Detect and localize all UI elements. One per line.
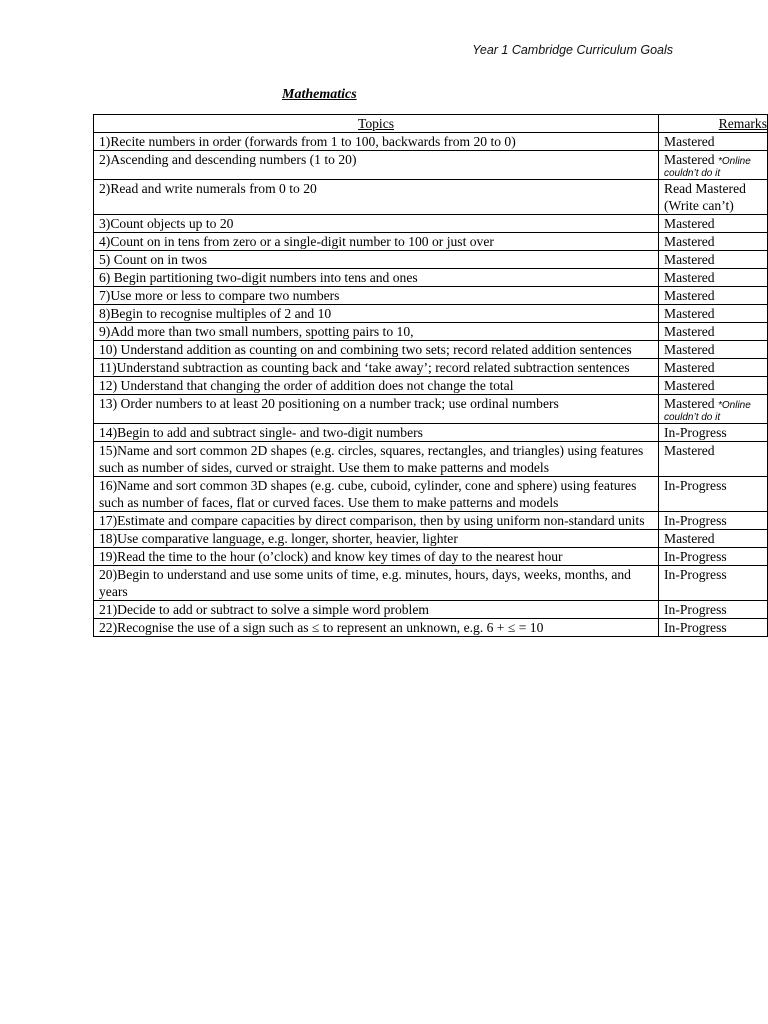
remark-status: Mastered (664, 234, 715, 249)
column-header-topics: Topics (94, 115, 659, 133)
remark-cell (659, 395, 768, 424)
remark-status: Mastered (664, 216, 715, 231)
remark-status: Mastered (664, 378, 715, 393)
remark-note: *Online (718, 156, 751, 167)
topic-cell: 3)Count objects up to 20 (94, 215, 659, 233)
remark-cell (659, 215, 768, 233)
remark-cell (659, 477, 768, 512)
topic-cell: 9)Add more than two small numbers, spotting pairs to 10, (94, 323, 659, 341)
topic-cell: 2)Ascending and descending numbers (1 to 20) (94, 151, 659, 180)
remark-status-continued: (Write can’t) (664, 198, 734, 213)
topic-cell: 1)Recite numbers in order (forwards from 1 to 100, backwards from 20 to 0) (94, 133, 659, 151)
remark-cell (659, 359, 768, 377)
remark-cell (659, 305, 768, 323)
remark-cell (659, 601, 768, 619)
remark-cell (659, 151, 768, 180)
remark-cell (659, 251, 768, 269)
topic-cell: 8)Begin to recognise multiples of 2 and 10 (94, 305, 659, 323)
remark-cell (659, 512, 768, 530)
table-row (94, 377, 768, 395)
table-row (94, 619, 768, 637)
table-row (94, 287, 768, 305)
table-row (94, 359, 768, 377)
remark-status: In-Progress (664, 602, 727, 617)
table-row (94, 424, 768, 442)
remark-status: Mastered (664, 270, 715, 285)
remark-cell (659, 323, 768, 341)
table-body (94, 133, 768, 637)
topic-cell: 16)Name and sort common 3D shapes (e.g. cube, cuboid, cylinder, cone and sphere) using features such as number of faces, flat or curved faces. Use them to make patterns and models (94, 477, 659, 512)
remark-status: Read Mastered (664, 181, 746, 196)
remark-status: In-Progress (664, 620, 727, 635)
remark-cell (659, 341, 768, 359)
remark-note-continued: couldn’t do it (664, 412, 721, 423)
remark-status: In-Progress (664, 425, 727, 440)
remark-status: Mastered (664, 324, 715, 339)
topic-cell: 11)Understand subtraction as counting back and ‘take away’; record related subtraction sentences (94, 359, 659, 377)
table-header-row (94, 115, 768, 133)
remark-cell (659, 233, 768, 251)
topic-cell: 15)Name and sort common 2D shapes (e.g. circles, squares, rectangles, and triangles) using features such as number of sides, curved or straight. Use them to make patterns and models (94, 442, 659, 477)
topic-cell: 14)Begin to add and subtract single- and two-digit numbers (94, 424, 659, 442)
table-row (94, 341, 768, 359)
remark-cell (659, 269, 768, 287)
topic-cell: 19)Read the time to the hour (o’clock) and know key times of day to the nearest hour (94, 548, 659, 566)
table-row (94, 269, 768, 287)
topic-cell: 4)Count on in tens from zero or a single-digit number to 100 or just over (94, 233, 659, 251)
table-row (94, 305, 768, 323)
table-row (94, 395, 768, 424)
remark-cell (659, 287, 768, 305)
remark-status: Mastered (664, 360, 715, 375)
topic-cell: 18)Use comparative language, e.g. longer, shorter, heavier, lighter (94, 530, 659, 548)
subject-title: Mathematics (282, 87, 357, 102)
topic-cell: 22)Recognise the use of a sign such as ≤ to represent an unknown, e.g. 6 + ≤ = 10 (94, 619, 659, 637)
remark-cell (659, 133, 768, 151)
remark-cell (659, 377, 768, 395)
table-row (94, 512, 768, 530)
remark-status: In-Progress (664, 478, 727, 493)
remark-status: Mastered (664, 396, 715, 411)
topic-cell: 2)Read and write numerals from 0 to 20 (94, 180, 659, 215)
table-row (94, 442, 768, 477)
remark-cell (659, 548, 768, 566)
topic-cell: 5) Count on in twos (94, 251, 659, 269)
topic-cell: 12) Understand that changing the order of addition does not change the total (94, 377, 659, 395)
topic-cell: 13) Order numbers to at least 20 positioning on a number track; use ordinal numbers (94, 395, 659, 424)
remark-status: Mastered (664, 443, 715, 458)
table-row (94, 323, 768, 341)
table-row (94, 180, 768, 215)
table-row (94, 233, 768, 251)
curriculum-goals-table (93, 114, 768, 637)
topic-cell: 10) Understand addition as counting on and combining two sets; record related addition sentences (94, 341, 659, 359)
table-row (94, 251, 768, 269)
remark-status: In-Progress (664, 513, 727, 528)
remark-cell (659, 180, 768, 215)
remark-status: In-Progress (664, 549, 727, 564)
remark-cell (659, 566, 768, 601)
table-row (94, 548, 768, 566)
topic-cell: 21)Decide to add or subtract to solve a simple word problem (94, 601, 659, 619)
topic-cell: 17)Estimate and compare capacities by direct comparison, then by using uniform non-standard units (94, 512, 659, 530)
remark-note: *Online (718, 400, 751, 411)
remark-cell (659, 619, 768, 637)
remark-cell (659, 530, 768, 548)
remark-status: Mastered (664, 252, 715, 267)
topic-cell: 7)Use more or less to compare two numbers (94, 287, 659, 305)
remark-status: Mastered (664, 134, 715, 149)
remark-status: Mastered (664, 288, 715, 303)
column-header-remarks: Remarks (659, 115, 768, 133)
topic-cell: 6) Begin partitioning two-digit numbers into tens and ones (94, 269, 659, 287)
table-row (94, 477, 768, 512)
remark-status: Mastered (664, 306, 715, 321)
table-row (94, 133, 768, 151)
topic-cell: 20)Begin to understand and use some units of time, e.g. minutes, hours, days, weeks, months, and years (94, 566, 659, 601)
remark-status: In-Progress (664, 567, 727, 582)
table-row (94, 151, 768, 180)
table-row (94, 530, 768, 548)
remark-note-continued: couldn’t do it (664, 168, 721, 179)
remark-status: Mastered (664, 152, 715, 167)
table-row (94, 601, 768, 619)
remark-cell (659, 424, 768, 442)
table-row (94, 215, 768, 233)
table-row (94, 566, 768, 601)
remark-cell (659, 442, 768, 477)
remark-status: Mastered (664, 531, 715, 546)
document-header-title: Year 1 Cambridge Curriculum Goals (472, 43, 673, 57)
remark-status: Mastered (664, 342, 715, 357)
